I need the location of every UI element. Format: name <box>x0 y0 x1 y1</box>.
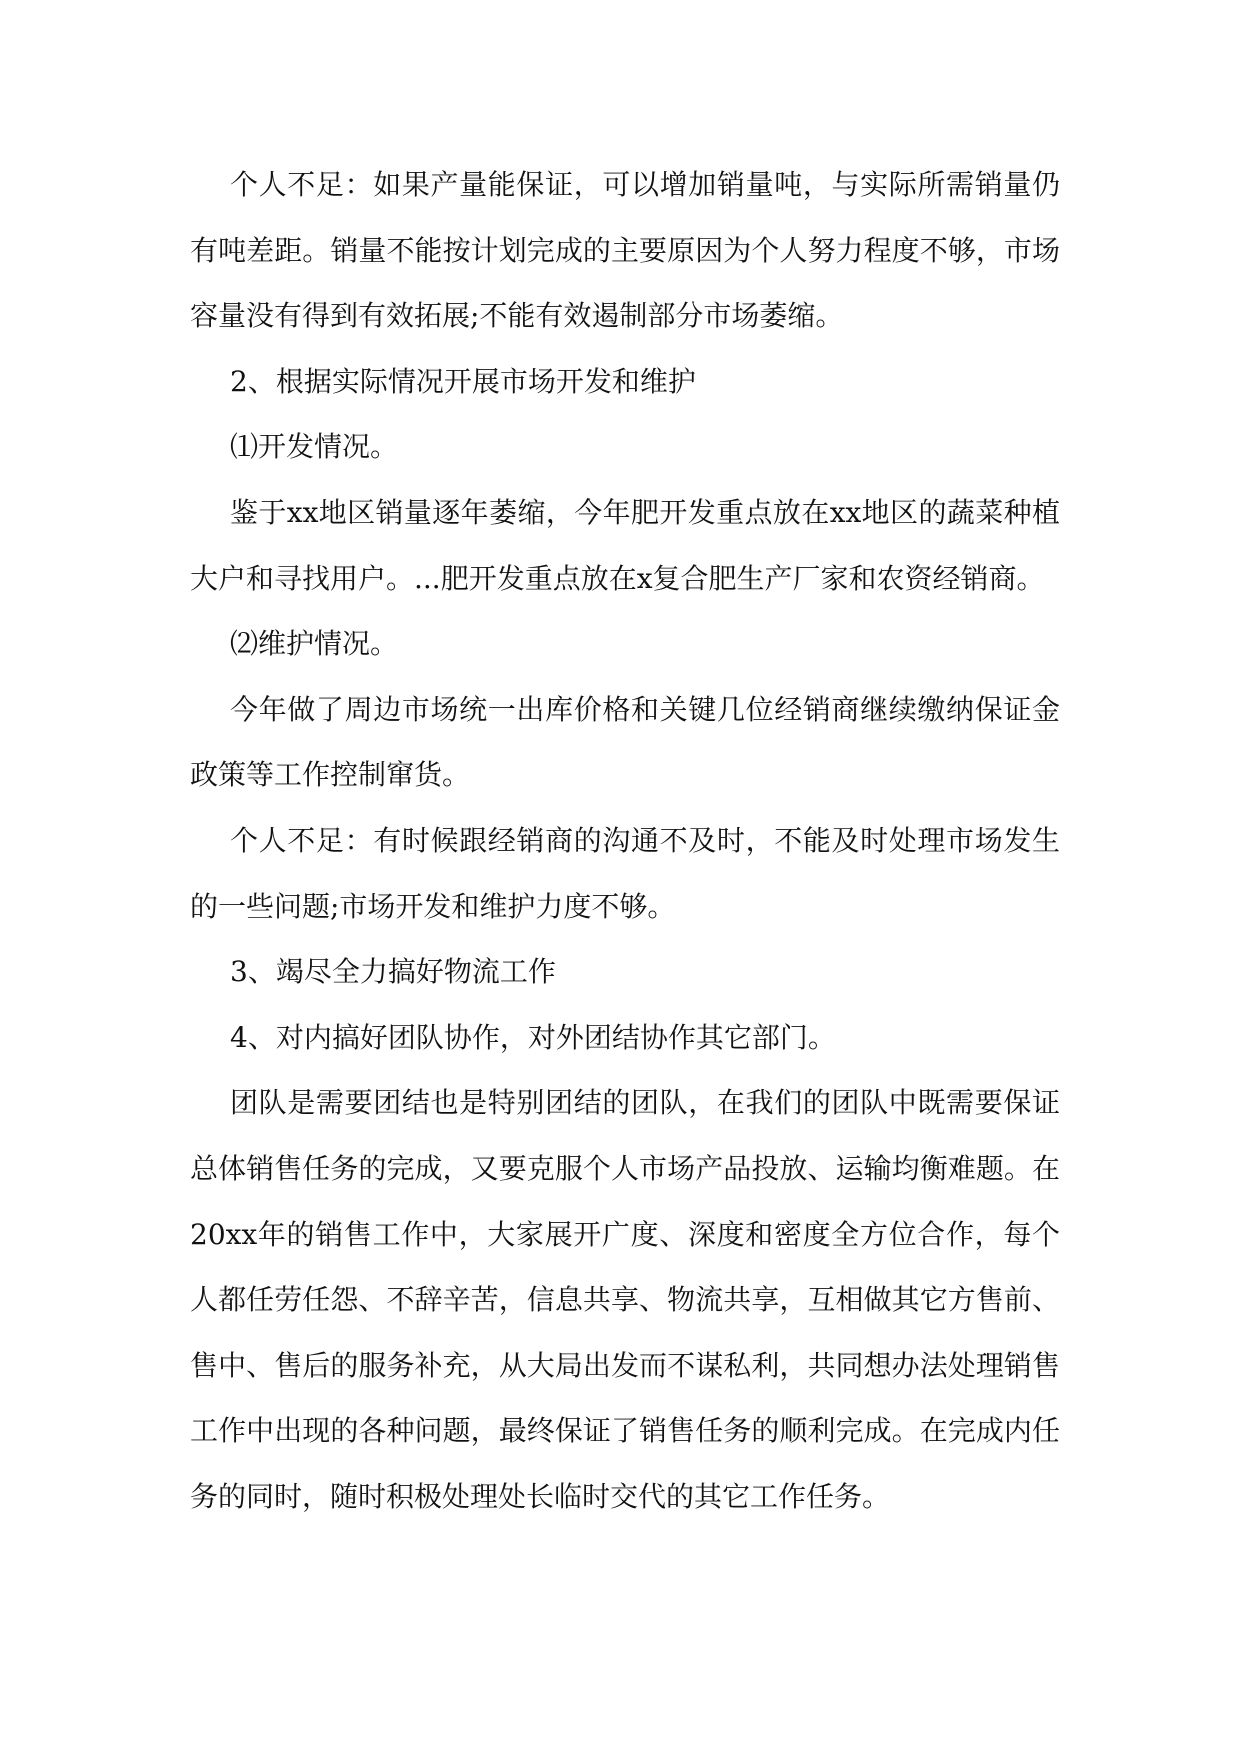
paragraph-development-details: 鉴于xx地区销量逐年萎缩，今年肥开发重点放在xx地区的蔬菜种植大户和寻找用户。...肥开发重点放在x复合肥生产厂家和农资经销商。 <box>190 495 1060 595</box>
paragraph-heading-market-development: 2、根据实际情况开展市场开发和维护 <box>230 364 696 398</box>
paragraph-subheading-development: ⑴开发情况。 <box>230 430 399 464</box>
paragraph-personal-shortcoming-market: 个人不足：有时候跟经销商的沟通不及时，不能及时处理市场发生的一些问题;市场开发和维护力度不够。 <box>190 823 1060 923</box>
paragraph-teamwork-details: 团队是需要团结也是特别团结的团队，在我们的团队中既需要保证总体销售任务的完成，又要克服个人市场产品投放、运输均衡难题。在20xx年的销售工作中，大家展开广度、深度和密度全方位合作，每个人都任劳任怨、不辞辛苦，信息共享、物流共享，互相做其它方售前、售中、售后的服务补充，从大局出发而不谋私利，共同想办法处理销售工作中出现的各种问题，最终保证了销售任务的顺利完成。在完成内任务的同时，随时积极处理处长临时交代的其它工作任务。 <box>190 1086 1060 1513</box>
document-body <box>190 152 1060 1529</box>
paragraph-maintenance-details: 今年做了周边市场统一出库价格和关键几位经销商继续缴纳保证金政策等工作控制窜货。 <box>190 692 1060 792</box>
paragraph-heading-teamwork: 4、对内搞好团队协作，对外团结协作其它部门。 <box>230 1020 836 1054</box>
paragraph-heading-logistics: 3、竭尽全力搞好物流工作 <box>230 955 556 989</box>
paragraph-subheading-maintenance: ⑵维护情况。 <box>230 627 399 661</box>
paragraph-personal-shortcoming-sales: 个人不足：如果产量能保证，可以增加销量吨，与实际所需销量仍有吨差距。销量不能按计划完成的主要原因为个人努力程度不够，市场容量没有得到有效拓展;不能有效遏制部分市场萎缩。 <box>190 168 1060 333</box>
